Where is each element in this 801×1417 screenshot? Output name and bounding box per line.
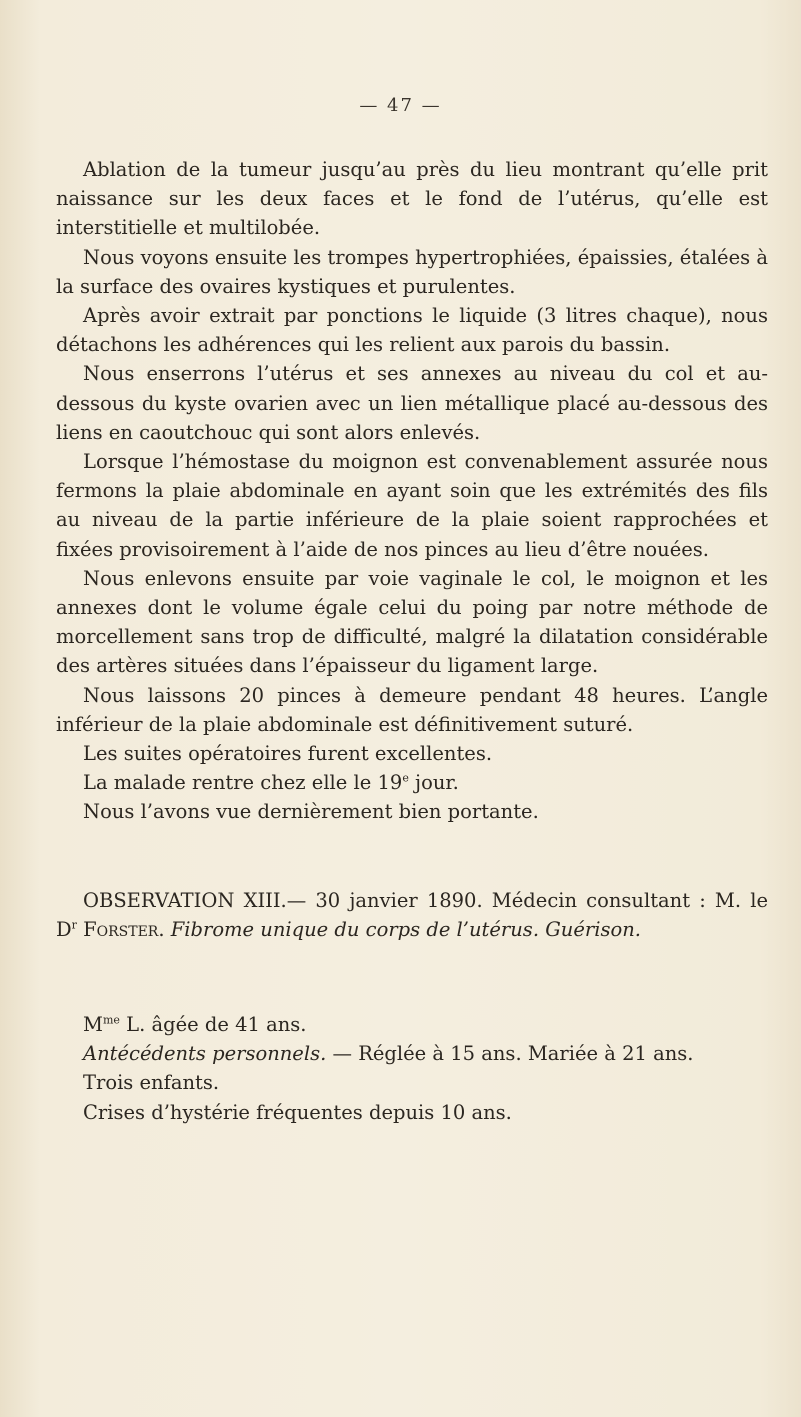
paragraph: Nous enlevons ensuite par voie vaginale le col, le moignon et les annexes dont le volume égale celui du poing par notre méthode de morcellement sans trop de difficulté, malgré la dilatation considérable des artères situées dans l’épaisseur du ligament large.	[56, 566, 768, 678]
observation-paragraph	[56, 886, 768, 944]
page-number: — 47 —	[359, 95, 442, 116]
antecedents-text: — Réglée à 15 ans. Mariée à 21 ans.	[326, 1042, 694, 1066]
doctor-name: Forster.	[83, 918, 165, 942]
day-text: La malade rentre chez elle le 19	[83, 771, 403, 795]
paragraph: Nous voyons ensuite les trompes hypertrophiées, épaissies, étalées à la surface des ovaires kystiques et purulentes.	[56, 245, 768, 298]
patient-title: M	[83, 1013, 103, 1036]
superscript-e: e	[402, 771, 409, 785]
day-text-end: jour.	[408, 771, 459, 795]
paragraph: Nous laissons 20 pinces à demeure pendant 48 heures. L’angle inférieur de la plaie abdominale est définitivement suturé.	[56, 683, 768, 736]
observation-heading	[56, 886, 768, 944]
dr-superscript: r	[71, 918, 77, 932]
patient-details	[56, 1010, 768, 1127]
paragraph: Nous enserrons l’utérus et ses annexes au niveau du col et au-dessous du kyste ovarien avec un lien métallique placé au-dessous des liens en caoutchouc qui sont alors enlevés.	[56, 362, 768, 444]
antecedents-line	[56, 1039, 768, 1068]
paragraph: Nous l’avons vue dernièrement bien portante.	[83, 800, 539, 824]
paragraph: Lorsque l’hémostase du moignon est convenablement assurée nous fermons la plaie abdominale en ayant soin que les extrémités des fils au niveau de la partie inférieure de la plaie soient rapprochées et fixées provisoirement à l’aide de nos pinces au lieu d’être nouées.	[56, 450, 768, 561]
patient-age: L. âgée de 41 ans.	[119, 1013, 307, 1036]
antecedents-label: Antécédents personnels.	[83, 1042, 327, 1066]
children-line: Trois enfants.	[83, 1071, 220, 1095]
paragraph: Les suites opératoires furent excellentes.	[83, 742, 493, 766]
observation-title: Fibrome unique du corps de l’utérus. Guérison.	[170, 918, 641, 942]
paragraph: Ablation de la tumeur jusqu’au près du lieu montrant qu’elle prit naissance sur les deux faces et le fond de l’utérus, qu’elle est interstitielle et multilobée.	[56, 158, 768, 240]
patient-line	[56, 1010, 768, 1039]
observation-heading-text: OBSERVATION XIII.— 30 janvier 1890. Médecin consultant : M. le D	[56, 889, 768, 942]
paragraph-day	[56, 768, 768, 797]
patient-title-sup: me	[102, 1013, 120, 1027]
paragraph: Après avoir extrait par ponctions le liquide (3 litres chaque), nous détachons les adhérences qui les relient aux parois du bassin.	[56, 304, 768, 357]
hysteria-line: Crises d’hystérie fréquentes depuis 10 ans.	[83, 1100, 512, 1124]
operation-narrative	[56, 155, 768, 827]
